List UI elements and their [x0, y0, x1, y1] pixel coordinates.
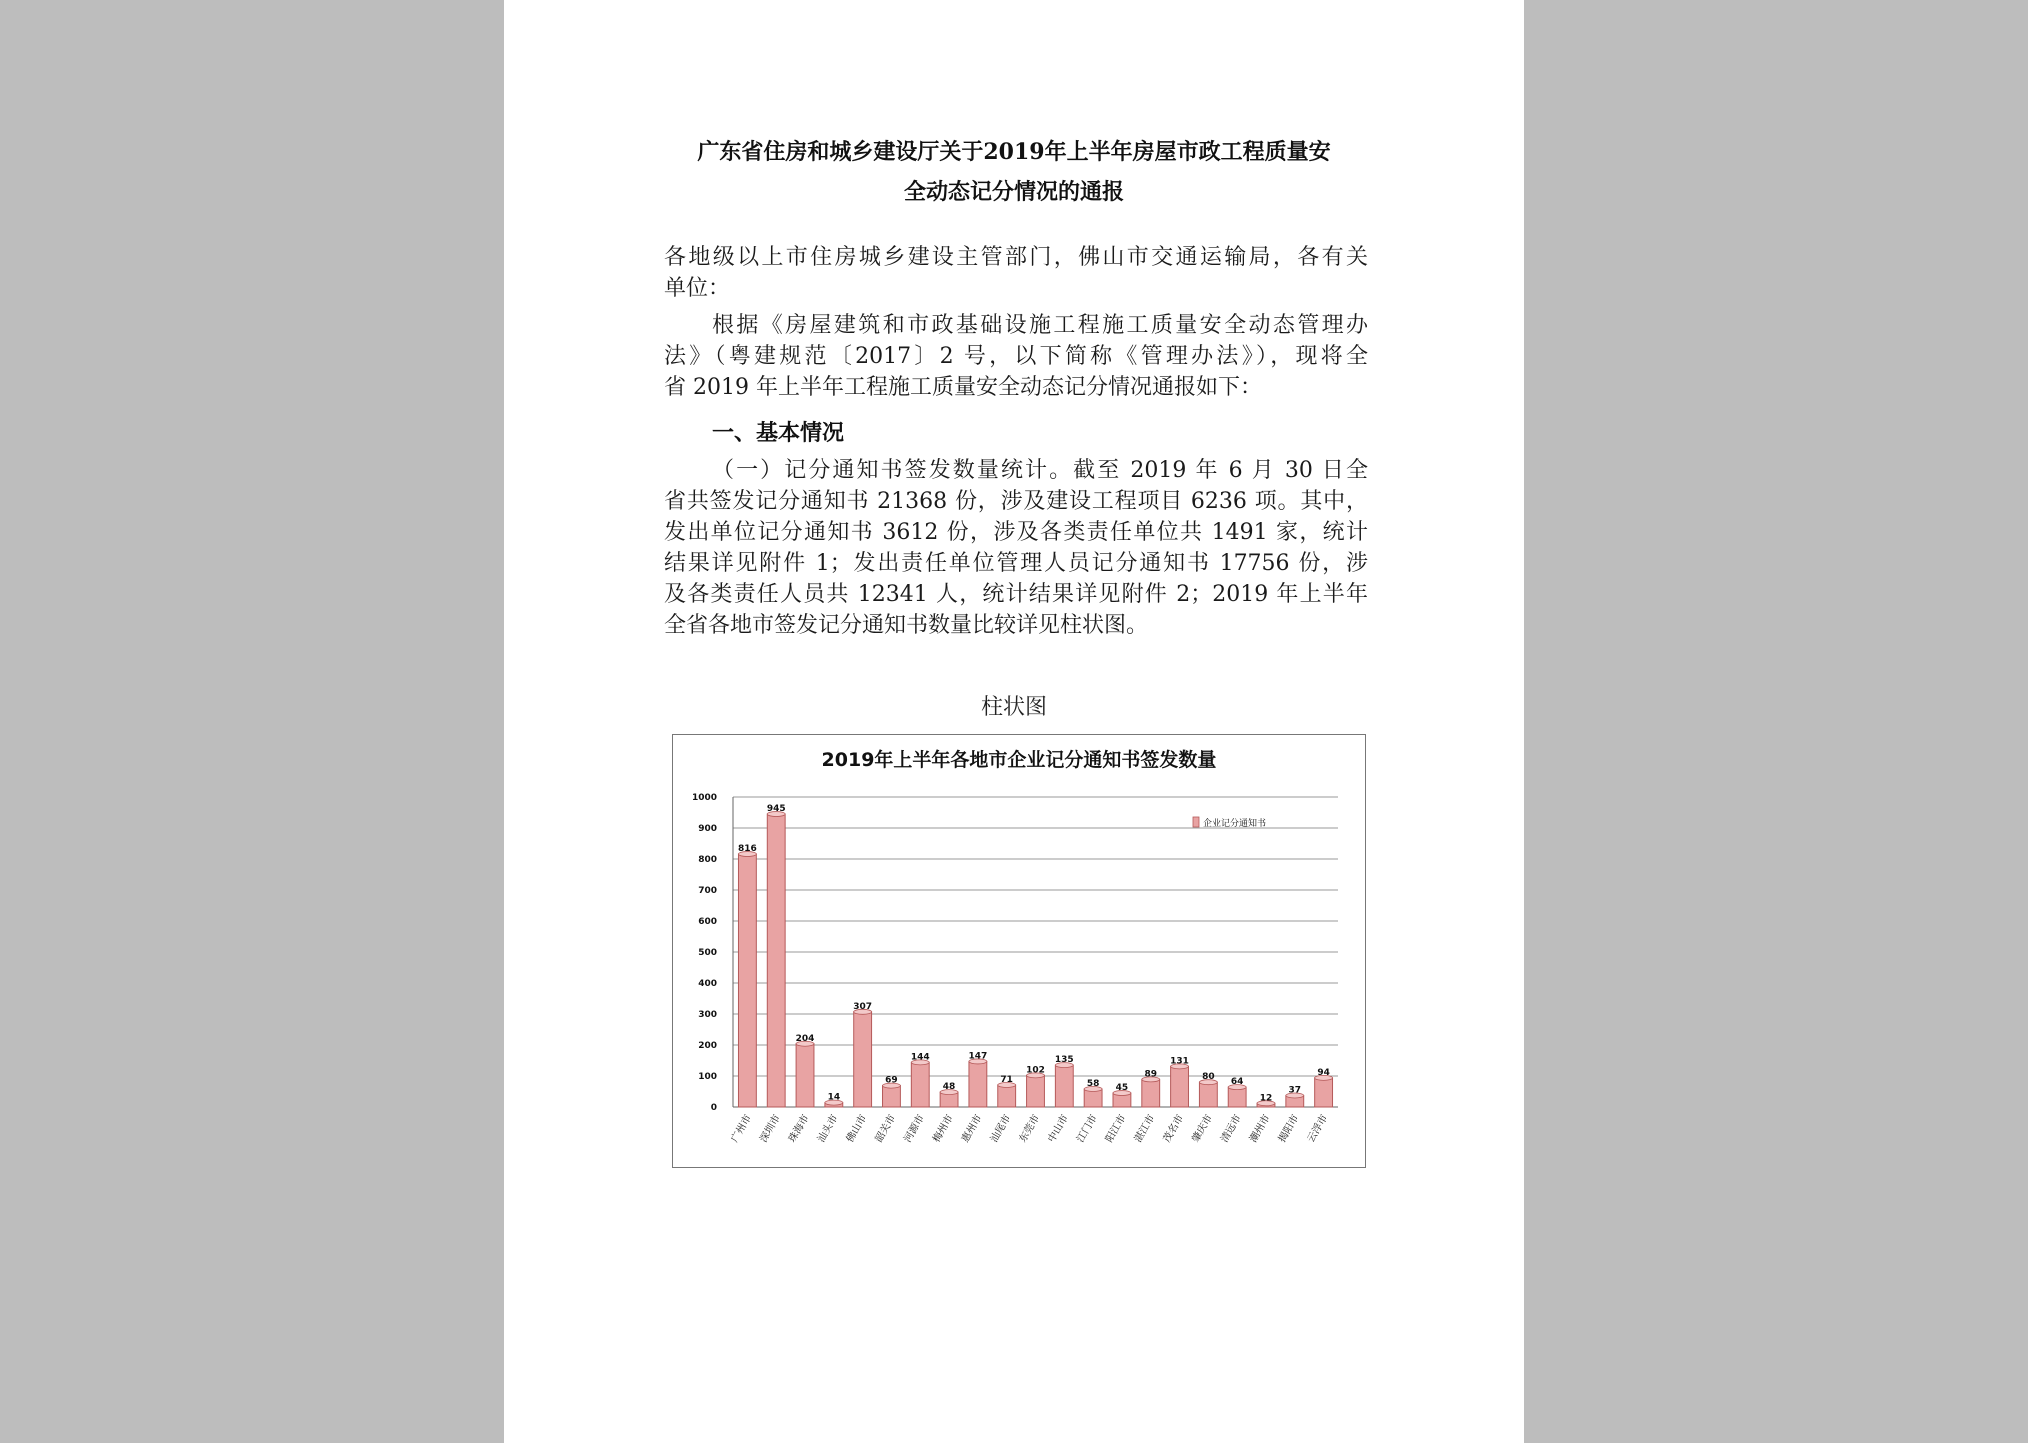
x-tick-label: 深圳市 [758, 1113, 783, 1145]
x-tick-label: 云浮市 [1305, 1113, 1331, 1145]
chart-plot [673, 735, 1365, 1167]
y-tick-label: 700 [698, 886, 717, 896]
paragraph-line: （一）记分通知书签发数量统计。截至 2019 年 6 月 30 日全 [712, 458, 1368, 483]
x-tick-label: 佛山市 [844, 1113, 870, 1145]
bar [911, 1062, 929, 1107]
data-label: 64 [1230, 1077, 1244, 1088]
title-line: 全动态记分情况的通报 [903, 179, 1124, 205]
data-label: 147 [968, 1051, 988, 1062]
data-label: 37 [1288, 1085, 1302, 1096]
data-label: 71 [1000, 1074, 1013, 1085]
x-tick-label: 揭阳市 [1276, 1113, 1302, 1145]
bar [969, 1061, 987, 1107]
data-label: 131 [1170, 1056, 1189, 1067]
paragraph-line: 法》（粤建规范〔2017〕2 号，以下简称《管理办法》），现将全 [664, 344, 1368, 369]
paragraph-line: 全省各地市签发记分通知书数量比较详见柱状图。 [664, 613, 1149, 638]
bar [1142, 1079, 1160, 1107]
document-title [664, 132, 1364, 212]
bar [1171, 1066, 1189, 1107]
data-label: 14 [827, 1092, 841, 1103]
bar [767, 814, 785, 1107]
y-tick-label: 300 [698, 1010, 717, 1020]
bar [738, 854, 756, 1107]
bar [1315, 1078, 1333, 1107]
paragraph-line: 发出单位记分通知书 3612 份，涉及各类责任单位共 1491 家，统计 [664, 520, 1368, 545]
data-label: 102 [1026, 1065, 1045, 1076]
y-tick-label: 900 [698, 824, 717, 834]
y-tick-label: 1000 [691, 793, 717, 803]
addressee [664, 242, 1368, 304]
x-tick-label: 江门市 [1075, 1113, 1100, 1145]
bar [1027, 1075, 1045, 1107]
paragraph-line: 结果详见附件 1；发出责任单位管理人员记分通知书 17756 份，涉 [664, 551, 1368, 576]
x-tick-label: 肇庆市 [1190, 1113, 1215, 1145]
data-label: 58 [1086, 1079, 1100, 1090]
x-tick-label: 汕尾市 [988, 1113, 1014, 1145]
data-label: 12 [1259, 1093, 1273, 1104]
x-tick-label: 珠海市 [787, 1113, 812, 1145]
chart-title: 2019年上半年各地市企业记分通知书签发数量 [821, 749, 1217, 771]
y-tick-label: 0 [710, 1103, 717, 1113]
data-label: 89 [1144, 1069, 1158, 1080]
x-tick-label: 中山市 [1046, 1113, 1071, 1145]
y-tick-label: 600 [698, 917, 717, 927]
data-label: 69 [885, 1075, 898, 1086]
x-tick-label: 韶关市 [873, 1113, 899, 1145]
data-label: 135 [1054, 1055, 1074, 1066]
section-heading: 一、基本情况 [712, 420, 845, 446]
data-label: 48 [942, 1082, 956, 1093]
document-page [504, 0, 1524, 1443]
paragraph-2 [664, 455, 1368, 641]
legend-label: 企业记分通知书 [1203, 819, 1267, 829]
paragraph-line: 及各类责任人员共 12341 人，统计结果详见附件 2；2019 年上半年 [664, 582, 1368, 607]
bar [1055, 1065, 1073, 1107]
data-label: 204 [795, 1033, 815, 1044]
y-tick-label: 200 [698, 1041, 717, 1051]
chart-caption: 柱状图 [980, 695, 1047, 720]
data-label: 94 [1317, 1067, 1330, 1078]
y-tick-label: 800 [698, 855, 717, 865]
bar [796, 1044, 814, 1107]
paragraph-line: 省 2019 年上半年工程施工质量安全动态记分情况通报如下： [664, 375, 1262, 400]
title-line: 广东省住房和城乡建设厅关于2019年上半年房屋市政工程质量安 [697, 139, 1331, 165]
y-tick-label: 100 [698, 1072, 717, 1082]
bar [1228, 1087, 1246, 1107]
paragraph-line: 省共签发记分通知书 21368 份，涉及建设工程项目 6236 项。其中， [664, 489, 1368, 514]
data-label: 144 [910, 1052, 930, 1063]
data-label: 816 [738, 844, 757, 855]
paragraph-1 [664, 310, 1368, 403]
x-tick-label: 汕头市 [815, 1113, 841, 1145]
x-tick-label: 河源市 [902, 1113, 927, 1145]
x-tick-label: 湛江市 [1132, 1113, 1158, 1145]
bar [1199, 1082, 1217, 1107]
x-tick-label: 惠州市 [959, 1113, 985, 1145]
legend-swatch [1193, 817, 1199, 827]
bar [854, 1012, 872, 1107]
addressee-line: 单位： [664, 276, 731, 301]
addressee-line: 各地级以上市住房城乡建设主管部门，佛山市交通运输局，各有关 [664, 245, 1368, 270]
y-tick-label: 500 [698, 948, 717, 958]
paragraph-line: 根据《房屋建筑和市政基础设施工程施工质量安全动态管理办 [712, 313, 1368, 338]
x-tick-label: 阳江市 [1104, 1113, 1129, 1145]
data-label: 307 [853, 1001, 873, 1012]
x-tick-label: 东莞市 [1017, 1113, 1043, 1145]
x-tick-label: 潮州市 [1248, 1113, 1273, 1145]
data-label: 80 [1202, 1072, 1215, 1083]
bar [883, 1086, 901, 1107]
data-label: 945 [766, 804, 786, 815]
x-tick-label: 清远市 [1219, 1113, 1244, 1145]
data-label: 45 [1115, 1083, 1129, 1094]
bar [998, 1085, 1016, 1107]
bar-chart [672, 734, 1366, 1168]
x-tick-label: 茂名市 [1161, 1113, 1187, 1145]
x-tick-label: 广州市 [729, 1113, 755, 1145]
x-tick-label: 梅州市 [931, 1113, 956, 1145]
y-tick-label: 400 [698, 979, 717, 989]
